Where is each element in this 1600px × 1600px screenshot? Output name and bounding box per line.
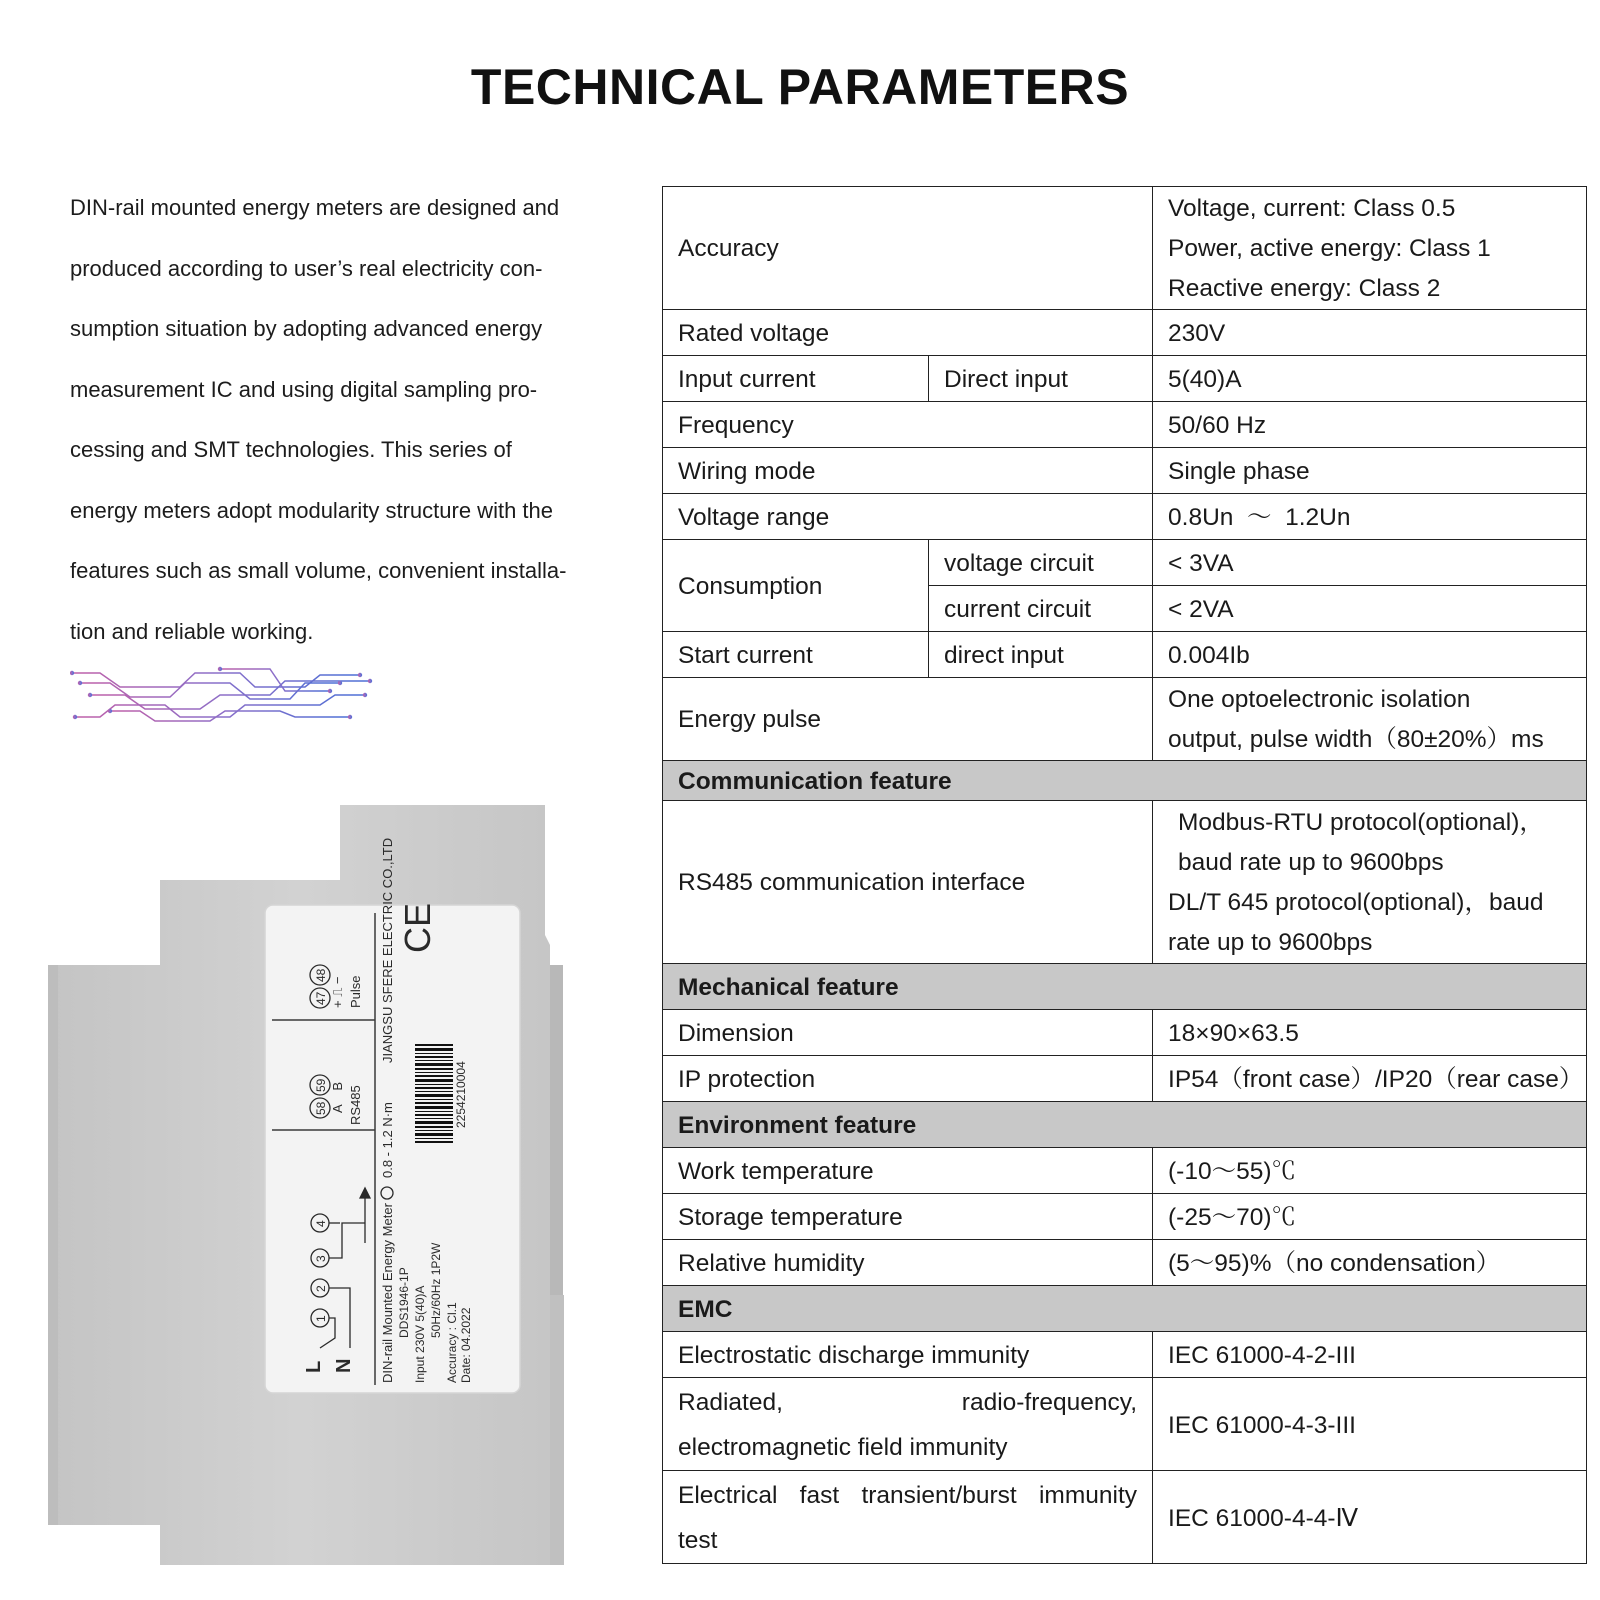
param-value: 0.8Un ～ 1.2Un: [1153, 494, 1587, 540]
intro-line: measurement IC and using digital sampling pro-: [70, 376, 538, 402]
circle-label: 4: [314, 1220, 328, 1227]
circle-label: 59: [314, 1078, 328, 1092]
param-label: Storage temperature: [663, 1194, 1153, 1240]
param-label: Rated voltage: [663, 310, 1153, 356]
param-label: [663, 1378, 1153, 1471]
param-label: Energy pulse: [663, 678, 1153, 761]
table-row: [663, 1010, 1587, 1056]
param-value: 18×90×63.5: [1153, 1010, 1587, 1056]
table-row: [663, 1148, 1587, 1194]
label-line: test: [678, 1527, 718, 1554]
value-line: Power, active energy: Class 1: [1168, 235, 1491, 262]
section-header-row: [663, 964, 1587, 1010]
table-row: [663, 310, 1587, 356]
param-label: IP protection: [663, 1056, 1153, 1102]
param-value: 50/60 Hz: [1153, 402, 1587, 448]
intro-line: DIN-rail mounted energy meters are designed and: [70, 195, 560, 220]
section-header-row: [663, 1286, 1587, 1332]
param-sublabel: Direct input: [929, 356, 1153, 402]
param-label: Consumption: [663, 540, 929, 632]
param-value: 5(40)A: [1153, 356, 1587, 402]
intro-line: produced according to user’s real electricity con-: [70, 255, 543, 281]
section-header: EMC: [663, 1286, 1587, 1332]
input-frequency: 50Hz/60Hz 1P2W: [429, 1242, 443, 1338]
circuit-decoration-icon: [70, 665, 375, 725]
circle-label: 2: [314, 1285, 328, 1292]
value-line: Modbus-RTU protocol(optional)，: [1178, 809, 1544, 836]
accuracy-class: Accuracy : Cl.1: [445, 1302, 459, 1383]
circle-label: 47: [314, 991, 328, 1005]
table-row: [663, 1378, 1587, 1471]
param-label: Electrostatic discharge immunity: [663, 1332, 1153, 1378]
param-label: Voltage range: [663, 494, 1153, 540]
value-line: baud rate up to 9600bps: [1178, 849, 1444, 876]
param-sublabel: voltage circuit: [929, 540, 1153, 586]
param-value: (-25～70)℃: [1153, 1194, 1587, 1240]
param-value: 230V: [1153, 310, 1587, 356]
param-label: Wiring mode: [663, 448, 1153, 494]
table-row: [663, 1240, 1587, 1286]
param-value: [1153, 801, 1587, 964]
section-header: Communication feature: [663, 761, 1587, 801]
param-value: IEC 61000-4-2-III: [1153, 1332, 1587, 1378]
value-line: output, pulse width（80±20%）ms: [1168, 726, 1544, 753]
company-name: JIANGSU SFERE ELECTRIC CO.,LTD: [380, 837, 395, 1063]
value-line: Reactive energy: Class 2: [1168, 275, 1441, 302]
energy-meter-illustration: [40, 805, 580, 1565]
table-row: [663, 402, 1587, 448]
param-value: [1153, 187, 1587, 310]
serial-number: 2254210004: [454, 1061, 468, 1128]
param-label: RS485 communication interface: [663, 801, 1153, 964]
value-line: DL/T 645 protocol(optional)，baud: [1168, 889, 1544, 916]
intro-line: sumption situation by adopting advanced energy: [70, 316, 543, 341]
param-value: IEC 61000-4-4-Ⅳ: [1153, 1471, 1587, 1564]
table-row: [663, 1056, 1587, 1102]
table-row: [663, 1194, 1587, 1240]
param-value: IP54（front case）/IP20（rear case）: [1153, 1056, 1587, 1102]
input-rating: Input 230V 5(40)A: [413, 1285, 427, 1383]
param-label: Dimension: [663, 1010, 1153, 1056]
intro-line: tion and reliable working.: [70, 618, 314, 644]
intro-line: energy meters adopt modularity structure with the: [70, 497, 554, 523]
param-label: Input current: [663, 356, 929, 402]
table-row: [663, 632, 1587, 678]
param-label: Work temperature: [663, 1148, 1153, 1194]
table-row: [663, 540, 1587, 586]
circle-label: 48: [314, 968, 328, 982]
model-number: DDS1946-1P: [397, 1267, 411, 1338]
section-header: Environment feature: [663, 1102, 1587, 1148]
param-label: Relative humidity: [663, 1240, 1153, 1286]
label-line: Electrical fast transient/burst immunity: [678, 1482, 1138, 1509]
table-row: [663, 448, 1587, 494]
intro-line: features such as small volume, convenient installa-: [70, 558, 567, 583]
section-header-row: [663, 761, 1587, 801]
rs485-label: RS485: [348, 1085, 363, 1125]
section-header-row: [663, 1102, 1587, 1148]
terminal-labels: L: [303, 1360, 325, 1373]
param-value: < 2VA: [1153, 586, 1587, 632]
param-label: Frequency: [663, 402, 1153, 448]
manufacture-date: Date: 04.2022: [459, 1307, 473, 1383]
param-sublabel: direct input: [929, 632, 1153, 678]
table-row: [663, 494, 1587, 540]
label-line: Radiated, radio-frequency,: [678, 1389, 1138, 1416]
value-line: Voltage, current: Class 0.5: [1168, 195, 1456, 222]
param-label: [663, 1471, 1153, 1564]
pulse-symbol: + ⎍ −: [330, 976, 345, 1008]
value-line: One optoelectronic isolation: [1168, 686, 1471, 713]
param-value: < 3VA: [1153, 540, 1587, 586]
table-row: [663, 1332, 1587, 1378]
param-value: 0.004Ib: [1153, 632, 1587, 678]
technical-parameters-table: [662, 186, 1587, 1564]
param-label: Start current: [663, 632, 929, 678]
table-row: [663, 187, 1587, 310]
product-name: DIN-rail Mounted Energy Meter: [380, 1203, 395, 1383]
ce-mark-icon: CE: [397, 902, 438, 953]
table-row: [663, 801, 1587, 964]
terminal-labels: N: [333, 1358, 355, 1373]
pulse-label: Pulse: [348, 975, 363, 1008]
circle-label: 3: [314, 1255, 328, 1262]
section-header: Mechanical feature: [663, 964, 1587, 1010]
rs485-ab-label: A B: [330, 1081, 345, 1113]
value-line: rate up to 9600bps: [1168, 929, 1373, 956]
table-row: [663, 678, 1587, 761]
param-value: Single phase: [1153, 448, 1587, 494]
param-value: [1153, 678, 1587, 761]
page-title: TECHNICAL PARAMETERS: [470, 59, 1130, 115]
param-label: Accuracy: [663, 187, 1153, 310]
intro-paragraph: [70, 178, 630, 662]
param-value: IEC 61000-4-3-III: [1153, 1378, 1587, 1471]
param-value: (5～95)%（no condensation）: [1153, 1240, 1587, 1286]
table-row: [663, 356, 1587, 402]
param-sublabel: current circuit: [929, 586, 1153, 632]
intro-line: cessing and SMT technologies. This series of: [70, 437, 512, 462]
table-row: [663, 1471, 1587, 1564]
param-value: (-10～55)℃: [1153, 1148, 1587, 1194]
circle-label: 58: [314, 1101, 328, 1115]
torque-spec: 0.8 - 1.2 N·m: [380, 1102, 395, 1178]
label-line: electromagnetic field immunity: [678, 1434, 1008, 1461]
circle-label: 1: [314, 1315, 328, 1322]
